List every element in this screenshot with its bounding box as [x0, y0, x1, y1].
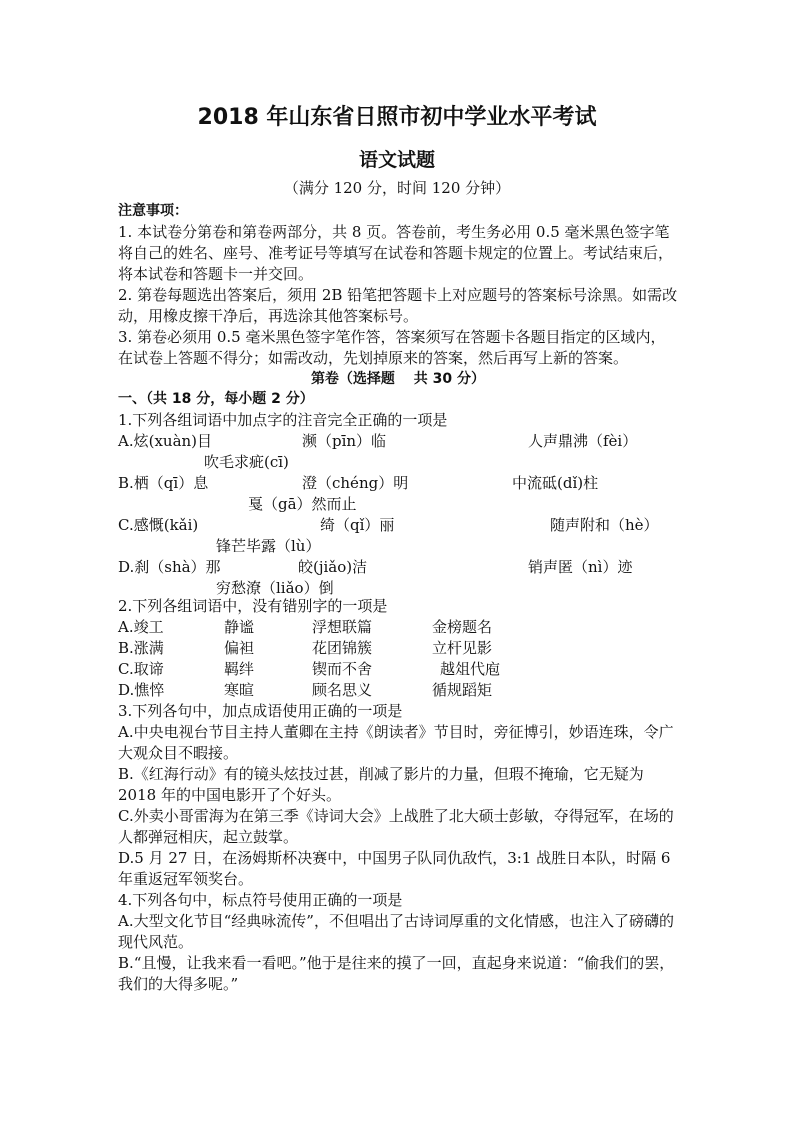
notice-item-2: 2. 第卷每题选出答案后，须用 2B 铅笔把答题卡上对应题号的答案标号涂黑。如需改动，用橡皮擦干净后，再选涂其他答案标号。: [118, 286, 678, 325]
option-a-col4: 吹毛求疵(cī): [204, 453, 289, 471]
question-4: [118, 890, 678, 995]
option-d-col3: 销声匿（nì）迹: [528, 558, 633, 576]
option-word: C.取谛: [118, 660, 164, 678]
option-a: A.大型文化节目“经典咏流传”，不但唱出了古诗词厚重的文化情感，也注入了磅礴的现代风范。: [118, 912, 674, 951]
notice-heading: 注意事项：: [118, 203, 188, 219]
subject-title: 语文试题: [358, 149, 435, 171]
option-c-col3: 随声附和（hè）: [550, 516, 659, 534]
option-word: A.竣工: [118, 618, 164, 636]
option-word: 羁绊: [224, 660, 255, 678]
option-word: B.涨满: [118, 639, 164, 657]
option-row: [118, 557, 678, 578]
option-row: [118, 473, 678, 494]
question-2: [118, 596, 678, 701]
option-row: [118, 680, 678, 701]
question-stem: 4.下列各句中，标点符号使用正确的一项是: [118, 891, 403, 909]
option-row: [118, 515, 678, 536]
option-word: 偏袒: [224, 639, 255, 657]
question-stem: 2.下列各组词语中，没有错别字的一项是: [118, 597, 388, 615]
option-b: B.“且慢，让我来看一看吧。”他于是往来的摸了一回，直起身来说道：“偷我们的罢，我们的大得多呢。”: [118, 954, 675, 993]
option-d-col4: 穷愁潦（liǎo）倒: [216, 579, 334, 597]
option-row: [118, 638, 678, 659]
option-word: 寒暄: [224, 681, 255, 699]
option-a: A.中央电视台节目主持人董卿在主持《朗读者》节目时，旁征博引，妙语连珠，令广大观众目不暇接。: [118, 723, 674, 762]
section-one-heading: 一、（共 18 分，每小题 2 分）: [118, 391, 314, 407]
option-word: 立杆见影: [432, 639, 493, 657]
option-word: 静谧: [224, 618, 255, 636]
option-d-col1: D.刹（shà）那: [118, 558, 221, 576]
option-b-col3: 中流砥(dǐ)柱: [512, 474, 599, 492]
option-row: [118, 536, 678, 557]
option-row: [118, 452, 678, 473]
question-stem: 1.下列各组词语中加点字的注音完全正确的一项是: [118, 411, 448, 429]
option-c-col2: 绮（qǐ）丽: [320, 516, 395, 534]
question-3: [118, 701, 678, 890]
option-d-col2: 皎(jiǎo)洁: [298, 558, 368, 576]
option-word: 浮想联篇: [312, 618, 373, 636]
option-d: D.5 月 27 日，在汤姆斯杯决赛中，中国男子队同仇敌忾，3:1 战胜日本队，时隔 6 年重返冠军领奖台。: [118, 849, 671, 888]
option-word: 花团锦簇: [312, 639, 373, 657]
question-1: [118, 410, 678, 599]
option-a-col3: 人声鼎沸（fèi）: [528, 432, 638, 450]
option-word: 循规蹈矩: [432, 681, 493, 699]
option-word: 越俎代庖: [440, 660, 501, 678]
option-b: B.《红海行动》有的镜头炫技过甚，削减了影片的力量，但瑕不掩瑜，它无疑为 2018 年的中国电影开了个好头。: [118, 765, 644, 804]
option-row: [118, 494, 678, 515]
option-c-col1: C.感慨(kǎi): [118, 516, 199, 534]
option-b-col2: 澄（chéng）明: [302, 474, 409, 492]
option-row: [118, 431, 678, 452]
exam-info: （满分 120 分，时间 120 分钟）: [283, 179, 511, 197]
option-c: C.外卖小哥雷海为在第三季《诗词大会》上战胜了北大硕士彭敏，夺得冠军，在场的人都弹冠相庆，起立鼓掌。: [118, 807, 674, 846]
option-b-col4: 戛（gā）然而止: [248, 495, 357, 513]
option-row: [118, 659, 678, 680]
option-row: [118, 617, 678, 638]
option-word: 锲而不舍: [312, 660, 373, 678]
option-word: 金榜题名: [432, 618, 493, 636]
question-stem: 3.下列各句中，加点成语使用正确的一项是: [118, 702, 403, 720]
exam-title: 2018 年山东省日照市初中学业水平考试: [197, 105, 597, 130]
option-a-col1: A.炫(xuàn)目: [118, 432, 213, 450]
notice-section: [118, 201, 678, 369]
notice-item-1: 1. 本试卷分第卷和第卷两部分，共 8 页。答卷前，考生务必用 0.5 毫米黑色签字笔将自己的姓名、座号、准考证号等填写在试卷和答题卡规定的位置上。考试结束后，将本试卷和答题卡一并交回。: [118, 223, 674, 283]
part1-title: 第卷（选择题 共 30 分）: [310, 371, 486, 387]
option-word: D.憔悴: [118, 681, 165, 699]
option-word: 顾名思义: [312, 681, 373, 699]
option-a-col2: 濒（pīn）临: [302, 432, 387, 450]
option-c-col4: 锋芒毕露（lù）: [216, 537, 321, 555]
option-b-col1: B.栖（qī）息: [118, 474, 209, 492]
notice-item-3: 3. 第卷必须用 0.5 毫米黑色签字笔作答，答案须写在答题卡各题目指定的区域内，在试卷上答题不得分；如需改动，先划掉原来的答案，然后再写上新的答案。: [118, 328, 666, 367]
